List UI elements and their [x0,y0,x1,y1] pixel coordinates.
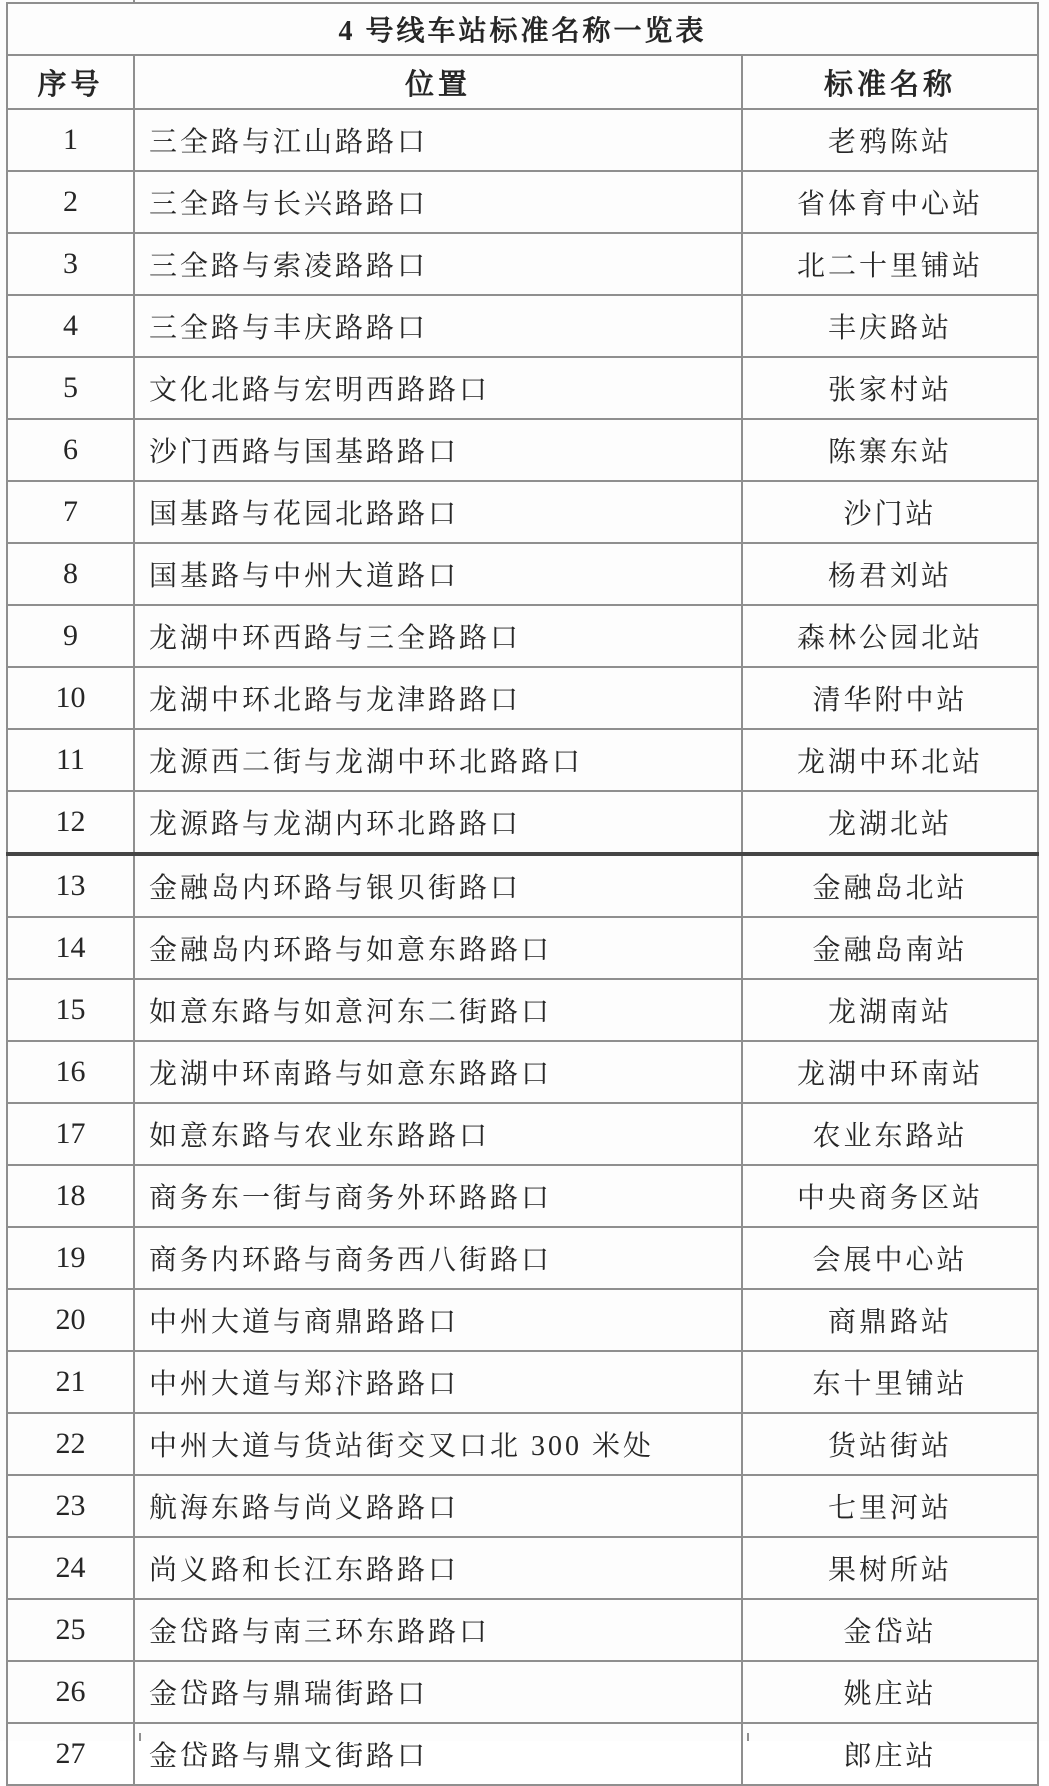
column-header-location: 位置 [134,55,742,109]
row-station-name: 会展中心站 [742,1227,1038,1289]
table-row [7,543,1038,605]
row-number: 9 [7,605,134,667]
table-head-section [7,3,1038,109]
table-row [7,1289,1038,1351]
row-station-name: 老鸦陈站 [742,109,1038,171]
table-row [7,1227,1038,1289]
row-location: 三全路与长兴路路口 [134,171,742,233]
table-row [7,1537,1038,1599]
row-number: 21 [7,1351,134,1413]
table-row [7,1351,1038,1413]
row-location: 尚义路和长江东路路口 [134,1537,742,1599]
row-number: 18 [7,1165,134,1227]
row-station-name: 清华附中站 [742,667,1038,729]
row-location: 沙门西路与国基路路口 [134,419,742,481]
row-location: 金融岛内环路与银贝街路口 [134,854,742,917]
table-row [7,854,1038,917]
row-station-name: 省体育中心站 [742,171,1038,233]
row-location: 龙湖中环北路与龙津路路口 [134,667,742,729]
row-number: 16 [7,1041,134,1103]
table-row [7,729,1038,791]
row-station-name: 金岱站 [742,1599,1038,1661]
column-header-no: 序号 [7,55,134,109]
table-row [7,605,1038,667]
table-row [7,1475,1038,1537]
row-station-name: 北二十里铺站 [742,233,1038,295]
table-row [7,357,1038,419]
row-station-name: 商鼎路站 [742,1289,1038,1351]
table-row [7,233,1038,295]
row-station-name: 金融岛南站 [742,917,1038,979]
row-number: 14 [7,917,134,979]
table-title-row [7,3,1038,55]
row-station-name: 龙湖中环南站 [742,1041,1038,1103]
row-number: 2 [7,171,134,233]
row-location: 中州大道与郑汴路路口 [134,1351,742,1413]
row-location: 龙源路与龙湖内环北路路口 [134,791,742,854]
row-number: 17 [7,1103,134,1165]
row-station-name: 中央商务区站 [742,1165,1038,1227]
row-number: 26 [7,1661,134,1723]
row-number: 6 [7,419,134,481]
row-station-name: 陈寨东站 [742,419,1038,481]
row-station-name: 龙湖北站 [742,791,1038,854]
table-row [7,1165,1038,1227]
table-row [7,481,1038,543]
column-header-standard-name: 标准名称 [742,55,1038,109]
row-station-name: 姚庄站 [742,1661,1038,1723]
row-number: 11 [7,729,134,791]
table-row [7,1661,1038,1723]
row-station-name: 张家村站 [742,357,1038,419]
table-row [7,917,1038,979]
row-number: 3 [7,233,134,295]
row-station-name: 郎庄站 [742,1723,1038,1785]
row-location: 如意东路与如意河东二街路口 [134,979,742,1041]
row-number: 10 [7,667,134,729]
row-number: 25 [7,1599,134,1661]
row-location: 金岱路与鼎文街路口 [134,1723,742,1785]
row-location: 中州大道与商鼎路路口 [134,1289,742,1351]
row-location: 中州大道与货站街交叉口北 300 米处 [134,1413,742,1475]
row-location: 三全路与索凌路路口 [134,233,742,295]
row-station-name: 杨君刘站 [742,543,1038,605]
row-location: 龙源西二街与龙湖中环北路路口 [134,729,742,791]
row-number: 12 [7,791,134,854]
table-row [7,1599,1038,1661]
row-number: 20 [7,1289,134,1351]
row-location: 金岱路与南三环东路路口 [134,1599,742,1661]
row-location: 三全路与丰庆路路口 [134,295,742,357]
table-row [7,419,1038,481]
row-number: 1 [7,109,134,171]
row-location: 金岱路与鼎瑞街路口 [134,1661,742,1723]
table-row [7,1413,1038,1475]
row-location: 商务东一街与商务外环路路口 [134,1165,742,1227]
row-station-name: 沙门站 [742,481,1038,543]
row-station-name: 龙湖中环北站 [742,729,1038,791]
row-number: 24 [7,1537,134,1599]
cropped-row-divider-bottom-left [139,1733,141,1741]
row-location: 文化北路与宏明西路路口 [134,357,742,419]
station-name-table [6,2,1039,1786]
row-location: 龙湖中环西路与三全路路口 [134,605,742,667]
row-number: 27 [7,1723,134,1785]
row-number: 4 [7,295,134,357]
row-station-name: 金融岛北站 [742,854,1038,917]
row-station-name: 森林公园北站 [742,605,1038,667]
row-number: 23 [7,1475,134,1537]
row-location: 如意东路与农业东路路口 [134,1103,742,1165]
table-row [7,171,1038,233]
row-number: 13 [7,854,134,917]
table-row [7,979,1038,1041]
table-row [7,1103,1038,1165]
row-number: 7 [7,481,134,543]
row-location: 三全路与江山路路口 [134,109,742,171]
row-location: 航海东路与尚义路路口 [134,1475,742,1537]
row-station-name: 货站街站 [742,1413,1038,1475]
table-header-row [7,55,1038,109]
table-row [7,791,1038,854]
row-location: 商务内环路与商务西八街路口 [134,1227,742,1289]
row-station-name: 七里河站 [742,1475,1038,1537]
row-number: 15 [7,979,134,1041]
row-number: 8 [7,543,134,605]
table-row [7,295,1038,357]
row-station-name: 龙湖南站 [742,979,1038,1041]
row-location: 金融岛内环路与如意东路路口 [134,917,742,979]
row-location: 国基路与中州大道路口 [134,543,742,605]
row-number: 19 [7,1227,134,1289]
table-row [7,1723,1038,1785]
table-body [7,109,1038,1785]
row-station-name: 果树所站 [742,1537,1038,1599]
row-location: 龙湖中环南路与如意东路路口 [134,1041,742,1103]
table-title: 4 号线车站标准名称一览表 [7,3,1038,55]
row-number: 22 [7,1413,134,1475]
row-station-name: 东十里铺站 [742,1351,1038,1413]
row-location: 国基路与花园北路路口 [134,481,742,543]
table-row [7,109,1038,171]
row-station-name: 丰庆路站 [742,295,1038,357]
row-station-name: 农业东路站 [742,1103,1038,1165]
cropped-row-divider-bottom-right [747,1733,749,1741]
table-row [7,1041,1038,1103]
row-number: 5 [7,357,134,419]
table-row [7,667,1038,729]
